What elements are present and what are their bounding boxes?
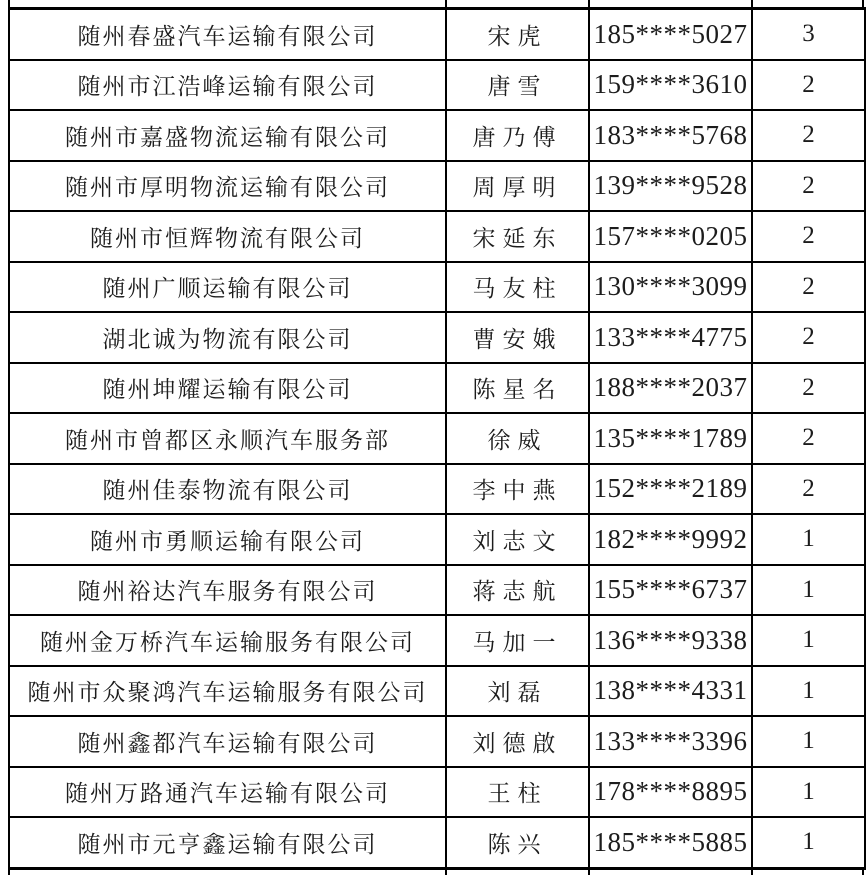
contact-name-cell: 刘德啟: [446, 716, 589, 767]
contact-name-cell: 唐乃傅: [446, 110, 589, 161]
table-row: [9, 60, 865, 111]
cutoff-row-top: [8, 0, 864, 7]
contact-name-cell: 陈星名: [446, 363, 589, 414]
table-row: [9, 716, 865, 767]
company-name-cell: 随州广顺运输有限公司: [9, 262, 446, 313]
count-cell: 1: [752, 767, 865, 818]
phone-number-cell: 138****4331: [589, 666, 752, 717]
table-row: [9, 211, 865, 262]
contact-name-cell: 徐威: [446, 413, 589, 464]
company-name-cell: 随州市元亨鑫运输有限公司: [9, 817, 446, 868]
contact-name-cell: 曹安娥: [446, 312, 589, 363]
company-name-cell: 随州金万桥汽车运输服务有限公司: [9, 615, 446, 666]
table-row: [9, 9, 865, 60]
company-name-cell: 随州佳泰物流有限公司: [9, 464, 446, 515]
cutoff-cell: [8, 0, 445, 7]
phone-number-cell: 178****8895: [589, 767, 752, 818]
company-name-cell: 随州市厚明物流运输有限公司: [9, 161, 446, 212]
cutoff-cell: [751, 870, 864, 875]
company-name-cell: 随州市勇顺运输有限公司: [9, 514, 446, 565]
phone-number-cell: 133****4775: [589, 312, 752, 363]
phone-number-cell: 139****9528: [589, 161, 752, 212]
company-name-cell: 随州万路通汽车运输有限公司: [9, 767, 446, 818]
company-name-cell: 随州春盛汽车运输有限公司: [9, 9, 446, 60]
cutoff-cell: [588, 870, 751, 875]
company-name-cell: 随州市恒辉物流有限公司: [9, 211, 446, 262]
table-row: [9, 615, 865, 666]
cutoff-row-bottom: [8, 870, 864, 875]
phone-number-cell: 133****3396: [589, 716, 752, 767]
company-name-cell: 随州市嘉盛物流运输有限公司: [9, 110, 446, 161]
contact-name-cell: 马友柱: [446, 262, 589, 313]
company-name-cell: 随州鑫都汽车运输有限公司: [9, 716, 446, 767]
contact-name-cell: 王柱: [446, 767, 589, 818]
table-row: [9, 767, 865, 818]
contact-name-cell: 蒋志航: [446, 565, 589, 616]
count-cell: 1: [752, 565, 865, 616]
table-row: [9, 161, 865, 212]
phone-number-cell: 130****3099: [589, 262, 752, 313]
contact-name-cell: 陈兴: [446, 817, 589, 868]
company-name-cell: 随州市曾都区永顺汽车服务部: [9, 413, 446, 464]
phone-number-cell: 155****6737: [589, 565, 752, 616]
phone-number-cell: 152****2189: [589, 464, 752, 515]
phone-number-cell: 185****5885: [589, 817, 752, 868]
company-name-cell: 随州市江浩峰运输有限公司: [9, 60, 446, 111]
company-name-cell: 随州市众聚鸿汽车运输服务有限公司: [9, 666, 446, 717]
contact-name-cell: 马加一: [446, 615, 589, 666]
company-contact-table: [8, 7, 866, 870]
company-name-cell: 湖北诚为物流有限公司: [9, 312, 446, 363]
contact-name-cell: 宋虎: [446, 9, 589, 60]
count-cell: 1: [752, 716, 865, 767]
table-body: [9, 9, 865, 869]
table-row: [9, 666, 865, 717]
table-row: [9, 817, 865, 868]
count-cell: 2: [752, 110, 865, 161]
phone-number-cell: 159****3610: [589, 60, 752, 111]
phone-number-cell: 185****5027: [589, 9, 752, 60]
phone-number-cell: 182****9992: [589, 514, 752, 565]
count-cell: 1: [752, 514, 865, 565]
contact-name-cell: 李中燕: [446, 464, 589, 515]
phone-number-cell: 183****5768: [589, 110, 752, 161]
table-row: [9, 363, 865, 414]
table-row: [9, 262, 865, 313]
count-cell: 1: [752, 615, 865, 666]
table-row: [9, 464, 865, 515]
phone-number-cell: 157****0205: [589, 211, 752, 262]
count-cell: 2: [752, 363, 865, 414]
table-row: [9, 565, 865, 616]
contact-name-cell: 周厚明: [446, 161, 589, 212]
count-cell: 2: [752, 262, 865, 313]
contact-name-cell: 刘志文: [446, 514, 589, 565]
count-cell: 2: [752, 60, 865, 111]
phone-number-cell: 135****1789: [589, 413, 752, 464]
table-row: [9, 312, 865, 363]
count-cell: 2: [752, 211, 865, 262]
contact-name-cell: 宋延东: [446, 211, 589, 262]
table-row: [9, 413, 865, 464]
phone-number-cell: 136****9338: [589, 615, 752, 666]
contact-name-cell: 刘磊: [446, 666, 589, 717]
contact-name-cell: 唐雪: [446, 60, 589, 111]
count-cell: 1: [752, 817, 865, 868]
cutoff-cell: [8, 870, 445, 875]
cutoff-cell: [588, 0, 751, 7]
count-cell: 2: [752, 464, 865, 515]
company-name-cell: 随州裕达汽车服务有限公司: [9, 565, 446, 616]
cutoff-cell: [751, 0, 864, 7]
table-row: [9, 110, 865, 161]
count-cell: 2: [752, 312, 865, 363]
count-cell: 3: [752, 9, 865, 60]
phone-number-cell: 188****2037: [589, 363, 752, 414]
table-row: [9, 514, 865, 565]
cutoff-cell: [445, 870, 588, 875]
count-cell: 1: [752, 666, 865, 717]
company-name-cell: 随州坤耀运输有限公司: [9, 363, 446, 414]
count-cell: 2: [752, 161, 865, 212]
cutoff-cell: [445, 0, 588, 7]
count-cell: 2: [752, 413, 865, 464]
